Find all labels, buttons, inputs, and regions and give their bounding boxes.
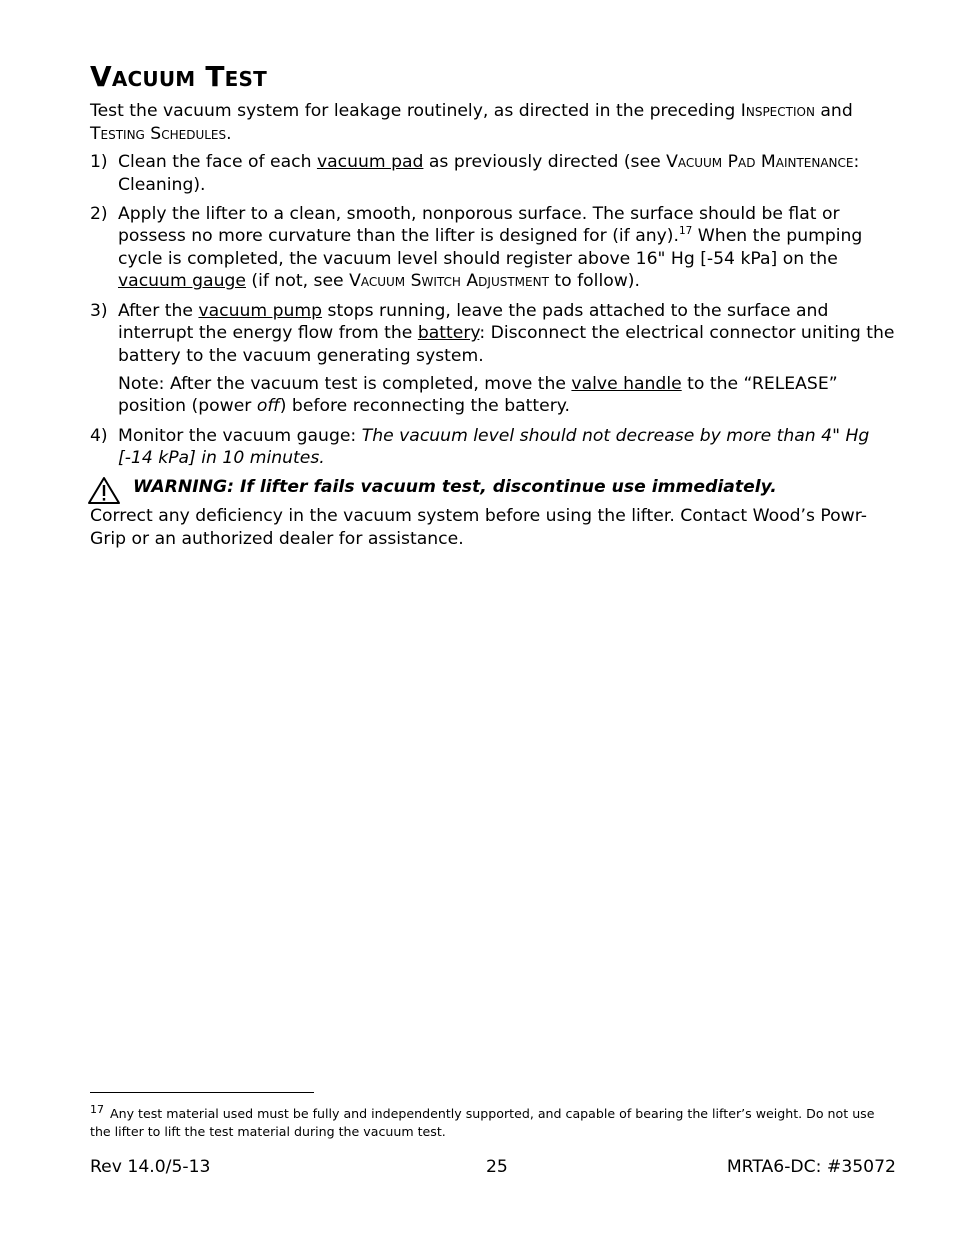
step-text: When the pumping cycle is completed, the vacuum level should register above 16" Hg [-54 kPa] on the [118,226,863,269]
testing-schedules-reference: Testing Schedules [90,123,227,144]
power-off-emphasis: off [256,396,280,417]
intro-paragraph [90,100,900,145]
note-text: Note: After the vacuum test is completed, move the [118,373,572,394]
step-text: : Cleaning). [118,152,860,195]
section-title: Vacuum Test [90,60,267,93]
step-text: as previously directed (see [423,152,667,172]
step-2 [90,203,900,293]
step-number: 2) [90,203,108,224]
step-note [118,373,900,418]
step-text: (if not, see [245,271,350,292]
step-text: Apply the lifter to a clean, smooth, nonporous surface. The surface should be flat or possess no more curvature than the lifter is designed for (if any). [118,203,840,247]
step-text: Clean the face of each [118,152,317,172]
step-text: : Disconnect the electrical connector uniting the battery to the vacuum generating system. [118,323,895,366]
step-3 [90,300,900,418]
step-text: stops running, leave the pads attached to the surface and interrupt the energy flow from the [118,300,829,344]
page-number: 25 [486,1157,508,1177]
step-4 [90,425,900,470]
vacuum-gauge-link: vacuum gauge [118,271,246,292]
footnote-marker: 17 [678,225,693,238]
warning-triangle-icon [87,476,121,505]
step-1 [90,151,900,196]
revision-label: Rev 14.0/5-13 [90,1157,211,1177]
manual-page [90,0,900,1235]
step-text: to follow). [548,271,640,292]
document-id: MRTA6-DC: #35072 [726,1157,896,1177]
step-number: 1) [90,152,108,172]
vacuum-pad-maintenance-reference: Vacuum Pad Maintenance [666,152,854,172]
footnote-divider [90,1092,314,1093]
step-number: 4) [90,425,108,446]
footnote-text: Any test material used must be fully and independently supported, and capable of bearing the lifter’s weight. Do not use the lifter to lift the test material during the vacuum test. [90,1106,875,1140]
note-text: ) before reconnecting the battery. [279,396,570,417]
step-text: Monitor the vacuum gauge: [118,425,362,446]
step-text: After the [118,300,199,321]
footnote [90,1105,896,1141]
warning-text: WARNING: If lifter fails vacuum test, discontinue use immediately. [133,477,777,497]
step-number: 3) [90,300,108,321]
procedure-steps [90,151,900,476]
vacuum-pump-link: vacuum pump [198,300,323,321]
vacuum-pad-link: vacuum pad [316,152,424,172]
vacuum-switch-adjustment-reference: Vacuum Switch Adjustment [349,271,549,292]
footnote-number: 17 [90,1103,104,1116]
intro-text: and [814,101,853,121]
closing-paragraph: Correct any deficiency in the vacuum system before using the lifter. Contact Wood’s Powr-Grip or an authorized dealer for assistance. [90,506,867,549]
acceptance-criterion: The vacuum level should not decrease by more than 4" Hg [-14 kPa] in 10 minutes. [118,425,870,469]
inspection-reference: Inspection [740,101,815,121]
intro-text: . [226,123,232,144]
battery-link: battery [417,323,480,344]
valve-handle-link: valve handle [571,373,682,394]
note-text: to the “RELEASE” position (power [118,373,838,417]
intro-text: Test the vacuum system for leakage routinely, as directed in the preceding [90,101,741,121]
